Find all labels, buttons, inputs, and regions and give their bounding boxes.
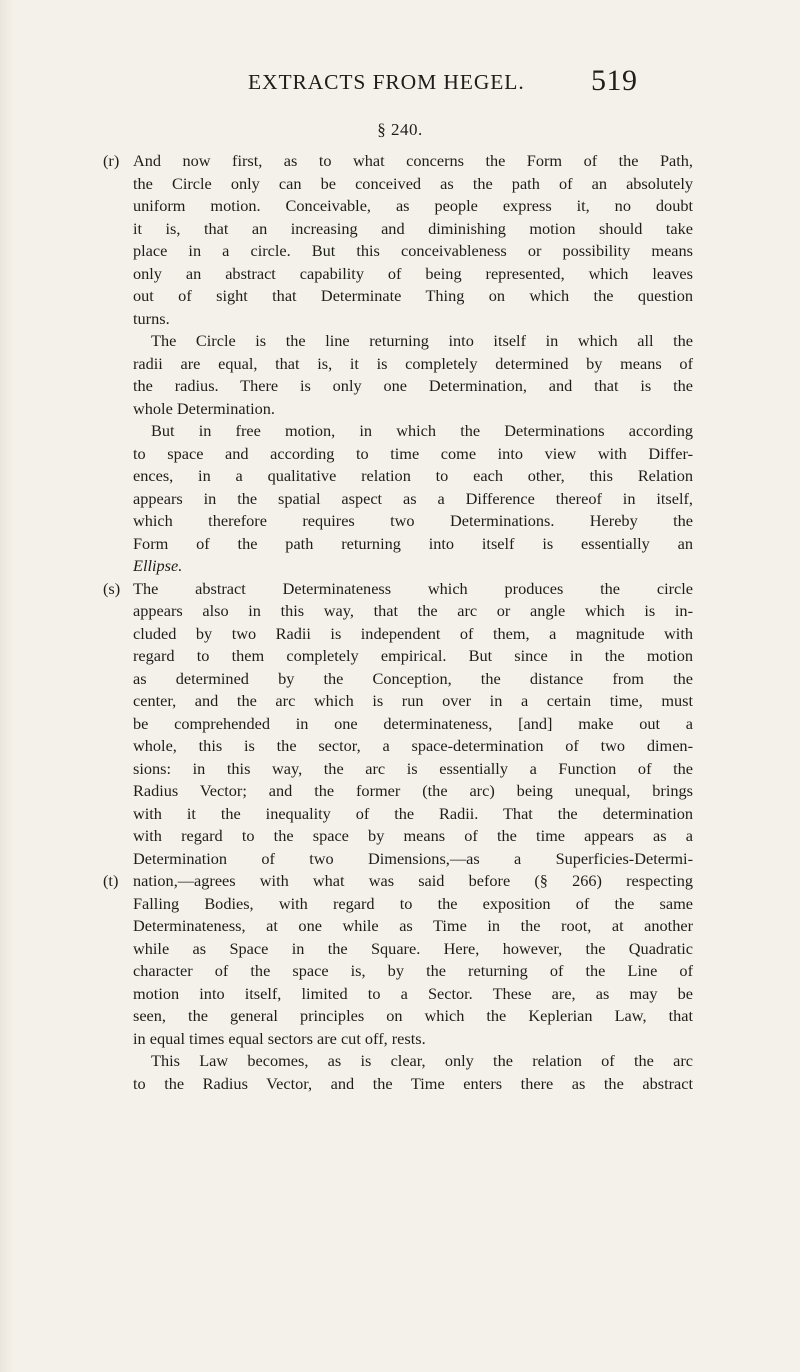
text-line: motion into itself, limited to a Sector. These are, as may be xyxy=(133,983,693,1003)
text-line: with regard to the space by means of the time appears as a xyxy=(133,826,693,845)
text-line: Determination of two Dimensions,—as a Superficies-Determi- xyxy=(133,848,693,868)
text-line: be comprehended in one determinateness, [and] make out a xyxy=(133,713,693,733)
paragraph-marker-r: (r) xyxy=(103,151,120,170)
paragraph-marker-t: (t) xyxy=(103,871,119,890)
text-line: which therefore requires two Determinations. Hereby the xyxy=(133,511,693,530)
text-line: whole, this is the sector, a space-determination of two dimen- xyxy=(133,736,693,755)
text-line: in equal times equal sectors are cut off, rests. xyxy=(133,1028,426,1048)
page-header xyxy=(248,66,678,110)
text-line: ences, in a qualitative relation to each other, this Relation xyxy=(133,466,693,485)
text-line: Determinateness, at one while as Time in the root, at another xyxy=(133,916,693,935)
text-line: (r) And now first, as to what concerns the Form of the Path, xyxy=(133,150,693,173)
text-line: regard to them completely empirical. But since in the motion xyxy=(133,646,693,665)
text-line: (t) nation,—agrees with what was said before (§ 266) respecting xyxy=(133,870,693,893)
text-line: This Law becomes, as is clear, only the relation of the arc xyxy=(151,1051,693,1070)
text-line: turns. xyxy=(133,308,170,328)
text-line: while as Space in the Square. Here, however, the Quadratic xyxy=(133,938,693,958)
text-line: it is, that an increasing and diminishing motion should take xyxy=(133,218,693,238)
text-line: with it the inequality of the Radii. That the determination xyxy=(133,803,693,823)
text-line: cluded by two Radii is independent of them, a magnitude with xyxy=(133,623,693,643)
text-line: the Circle only can be conceived as the path of an absolutely xyxy=(133,173,693,193)
text-line: sions: in this way, the arc is essentially a Function of the xyxy=(133,758,693,778)
text-line: The Circle is the line returning into itself in which all the xyxy=(151,331,693,350)
body-text xyxy=(103,150,693,1095)
text-line: only an abstract capability of being represented, which leaves xyxy=(133,263,693,283)
text-line: to space and according to time come into view with Differ- xyxy=(133,443,693,463)
text-line: Ellipse. xyxy=(133,556,183,575)
text-line: character of the space is, by the returning of the Line of xyxy=(133,961,693,980)
text-line: out of sight that Determinate Thing on which the question xyxy=(133,286,693,305)
text-line: Radius Vector; and the former (the arc) being unequal, brings xyxy=(133,781,693,800)
text-line: uniform motion. Conceivable, as people express it, no doubt xyxy=(133,196,693,215)
text-line: the radius. There is only one Determination, and that is the xyxy=(133,376,693,395)
paragraph-marker-s: (s) xyxy=(103,578,121,598)
text-line: as determined by the Conception, the distance from the xyxy=(133,668,693,688)
text-line: to the Radius Vector, and the Time enters there as the abstract xyxy=(133,1073,693,1093)
text-line: place in a circle. But this conceivableness or possibility means xyxy=(133,241,693,260)
text-line: (s) The abstract Determinateness which produces the circle xyxy=(133,578,693,601)
page-number: 519 xyxy=(591,64,638,97)
text-line: appears also in this way, that the arc or angle which is in- xyxy=(133,601,693,620)
section-number: § 240. xyxy=(377,120,423,139)
text-line: But in free motion, in which the Determinations according xyxy=(151,421,693,440)
text-line: whole Determination. xyxy=(133,398,275,418)
text-line: Form of the path returning into itself is essentially an xyxy=(133,533,693,553)
running-head: EXTRACTS FROM HEGEL. xyxy=(248,70,525,94)
text-line: radii are equal, that is, it is completely determined by means of xyxy=(133,353,693,373)
text-line: Falling Bodies, with regard to the exposition of the same xyxy=(133,893,693,913)
text-line: center, and the arc which is run over in a certain time, must xyxy=(133,691,693,710)
text-line: seen, the general principles on which the Keplerian Law, that xyxy=(133,1006,693,1025)
text-line: appears in the spatial aspect as a Difference thereof in itself, xyxy=(133,488,693,508)
